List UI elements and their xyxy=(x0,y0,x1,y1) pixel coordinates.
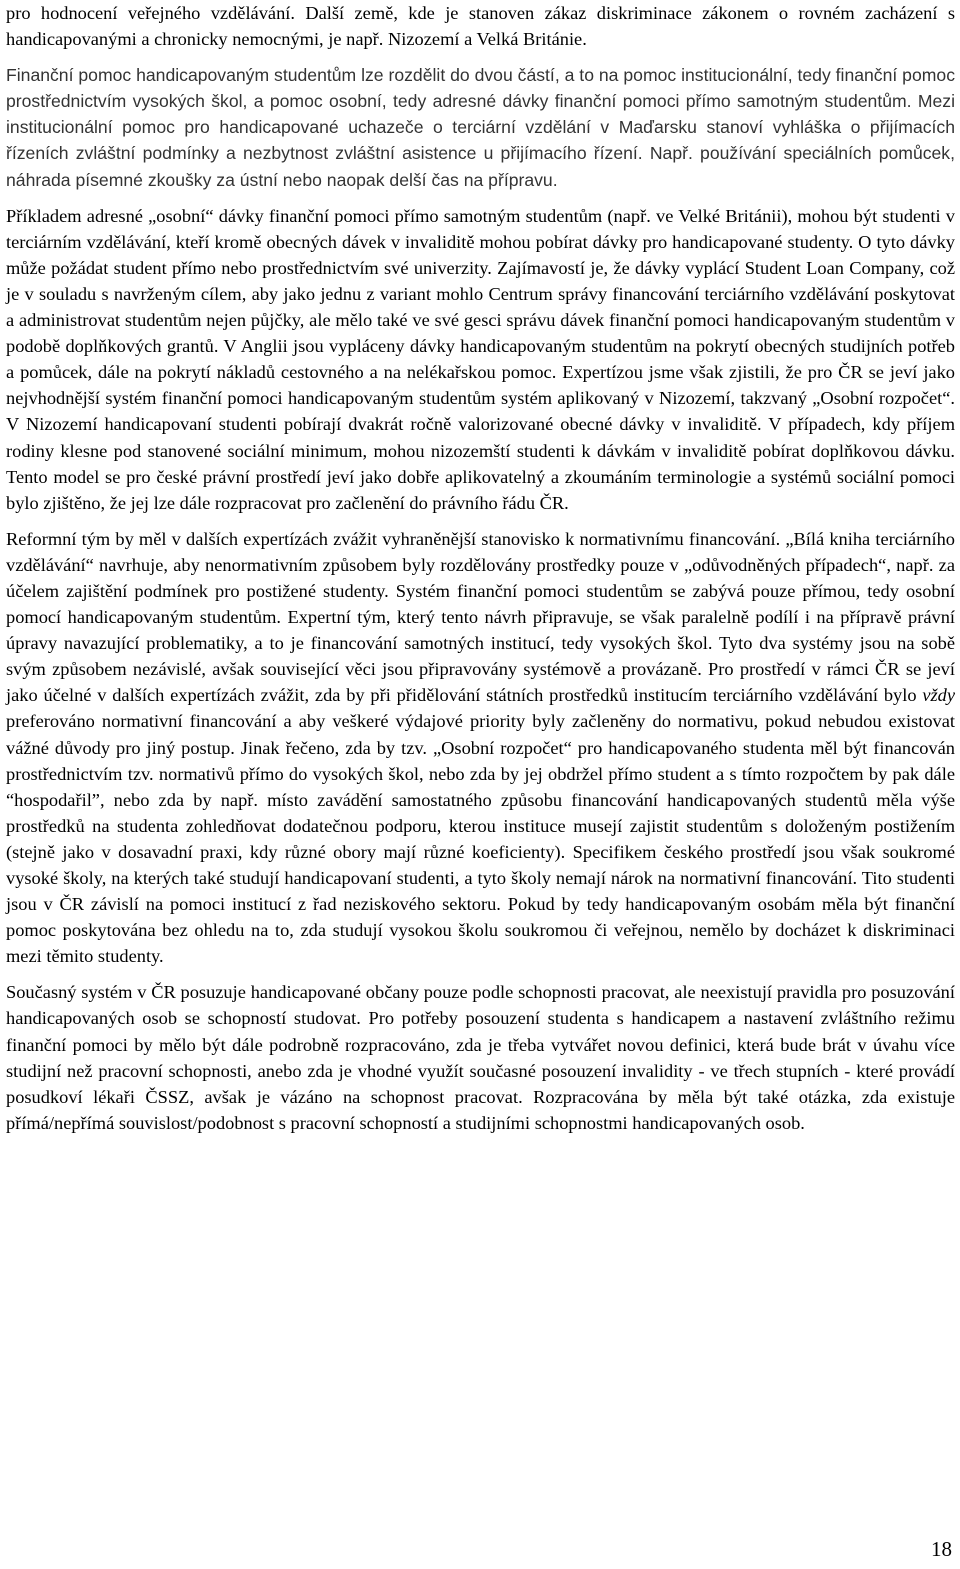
paragraph-personal-benefits: Příkladem adresné „osobní“ dávky finanční pomoci přímo samotným studentům (např. ve Velké Británii), mohou být studenti v terciárním vzdělávání, kteří kromě obecných dávek v invaliditě mohou pobírat dávky pro handicapované studenty. O tyto dávky může požádat student přímo nebo prostřednictvím své univerzity. Zajímavostí je, že dávky vyplácí Student Loan Company, což je v souladu s navrženým cílem, aby jako jednu z variant mohlo Centrum správy financování terciárního vzdělávání poskytovat a administrovat studentům nejen půjčky, ale mělo také ve své gesci správu dávek finanční pomoci handicapovaným studentům v podobě doplňkových grantů. V Anglii jsou vypláceny dávky handicapovaným studentům na pokrytí obecných studijních potřeb a pomůcek, dále na pokrytí nákladů cestovného a na nelékařskou pomoc. Expertízou jsme však zjistili, že pro ČR se jeví jako nejvhodnější systém finanční pomoci handicapovaným studentům systém aplikovaný v Nizozemí, takzvaný „Osobní rozpočet“. V Nizozemí handicapovaní studenti pobírají dvakrát ročně valorizované obecné dávky v invaliditě. V případech, kdy příjem rodiny klesne pod stanovené sociální minimum, mohou nizozemští studenti k dávkám v invaliditě pobírat doplňkovou dávku. Tento model se pro české právní prostředí jeví jako dobře aplikovatelný a zkoumáním terminologie a systémů sociální pomoci bylo zjištěno, že jej lze dále rozpracovat pro začlenění do právního řádu ČR. xyxy=(6,205,955,513)
paragraph-intro-continuation: pro hodnocení veřejného vzdělávání. Další země, kde je stanoven zákaz diskriminace zákonem o rovném zacházení s handicapovanými a chronicky nemocnými, je např. Nizozemí a Velká Británie. xyxy=(6,3,955,50)
paragraph-reform-team xyxy=(6,526,955,970)
reform-text-after: preferováno normativní financování a aby veškeré výdajové priority byly začleněny do normativu, pokud nebudou existovat vážné důvody pro jiný postup. Jinak řečeno, zda by tzv. „Osobní rozpočet“ pro handicapovaného studenta měl být financován prostřednictvím tzv. normativů přímo do vysokých škol, nebo zda by jej obdržel přímo student a s tímto rozpočtem by pak dále “hospodařil”, nebo zda by např. místo zavádění samostatného způsobu financování handicapovaných studentů měla výše prostředků na studenta zohledňovat dodatečnou podporu, kterou instituce musejí zajistit studentům s doloženým postižením (stejně jako v dosavadní praxi, kdy různé obory mají různé koeficienty). Specifikem českého prostředí jsou však soukromé vysoké školy, na kterých také studují handicapovaní studenti, a tyto školy nemají nárok na normativní financování. Tito studenti jsou v ČR závislí na pomoci institucí z řad neziskového sektoru. Pokud by tedy handicapovaným osobám měla být finanční pomoc poskytována bez ohledu na to, zda studují vysokou školu soukromou či veřejnou, nemělo by docházet k diskriminaci mezi těmito studenty. xyxy=(6,711,955,967)
paragraph-current-system: Současný systém v ČR posuzuje handicapované občany pouze podle schopnosti pracovat, ale neexistují pravidla pro posuzování handicapovaných osob se schopností studovat. Pro potřeby posouzení studenta s handicapem a nastavení zvláštního režimu finanční pomoci by mělo být dále podrobně rozpracováno, zda je třeba vytvářet novou definici, která bude brát v úvahu více studijní než pracovní schopnosti, anebo zda je vhodné využít současné posouzení invalidity - ve třech stupních - které provádí posudkoví lékaři ČSSZ, avšak je vázáno na schopnost pracovat. Rozpracována by měla být také otázka, zda existuje přímá/nepřímá souvislost/podobnost s pracovní schopností a studijními schopnostmi handicapovaných osob. xyxy=(6,982,955,1133)
page-number: 18 xyxy=(931,1537,952,1561)
reform-text-before: Reformní tým by měl v dalších expertízách zvážit vyhraněnější stanovisko k normativnímu financování. „Bílá kniha terciárního vzdělávání“ navrhuje, aby nenormativním způsobem byly rozdělovány prostředky pouze v „odůvodněných případech“, např. za účelem zajištění podmínek pro postižené studenty. Systém finanční pomoci studentům se zabývá pouze přímou, tedy osobní pomocí handicapovaným studentům. Expertní tým, který tento návrh připravuje, se však paralelně podílí i na přípravě právní úpravy navazující problematiky, a to je financování samotných institucí, tedy vysokých škol. Tyto dva systémy jsou na sobě svým způsobem nezávislé, avšak související věci jsou připravovány systémově a provázaně. Pro prostředí v rámci ČR se jeví jako účelné v dalších expertízách zvážit, zda by při přidělování státních prostředků institucím terciárního vzdělávání bylo xyxy=(6,528,955,706)
document-page xyxy=(6,0,955,1136)
paragraph-financial-assistance: Finanční pomoc handicapovaným studentům lze rozdělit do dvou částí, a to na pomoc institucionální, tedy finanční pomoc prostřednictvím vysokých škol, a pomoc osobní, tedy adresné dávky finanční pomoci přímo samotným studentům. Mezi institucionální pomoc pro handicapované uchazeče o terciární vzdělání v Maďarsku stanoví vyhláška o přijímacích řízeních zvláštní podmínky a nezbytnost zvláštní asistence u přijímacího řízení. Např. používání speciálních pomůcek, náhrada písemné zkoušky za ústní nebo naopak delší čas na přípravu. xyxy=(6,65,955,190)
emphasis-always: vždy xyxy=(922,685,955,706)
